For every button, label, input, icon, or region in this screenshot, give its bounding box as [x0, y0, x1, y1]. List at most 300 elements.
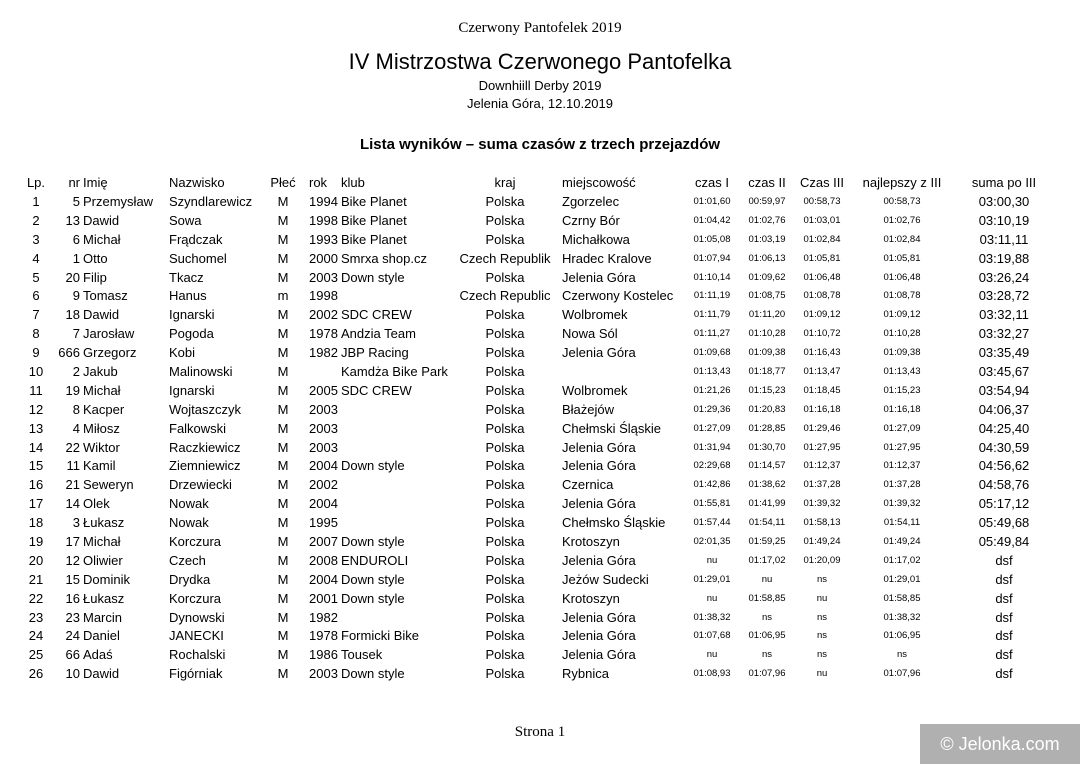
- cell-suma: 03:54,94: [978, 382, 1030, 398]
- cell-czas-3: nu: [816, 592, 828, 604]
- cell-czas-1: 01:38,32: [693, 611, 731, 623]
- cell-suma: 05:17,12: [978, 496, 1030, 512]
- cell-czas-1: nu: [706, 592, 718, 604]
- cell-czas-1: 01:55,81: [693, 498, 731, 510]
- cell-nr: 6: [72, 231, 80, 247]
- cell-plec: M: [277, 269, 289, 285]
- cell-suma: dsf: [995, 571, 1013, 587]
- cell-klub: Andzia Team: [341, 326, 416, 342]
- table-row: [22, 324, 1054, 343]
- cell-imie: Daniel: [83, 628, 120, 644]
- cell-lp: 9: [32, 345, 40, 361]
- cell-rok: 2003: [309, 420, 338, 436]
- cell-suma: 05:49,84: [978, 533, 1030, 549]
- cell-plec: M: [277, 647, 289, 663]
- cell-rok: 2001: [309, 590, 338, 606]
- cell-klub: Smrxa shop.cz: [341, 250, 427, 266]
- cell-rok: 2003: [309, 401, 338, 417]
- cell-czas-1: 01:29,36: [693, 403, 731, 415]
- cell-nr: 16: [65, 590, 80, 606]
- cell-suma: 03:32,11: [979, 307, 1029, 323]
- cell-imie: Seweryn: [83, 477, 134, 493]
- cell-czas-2: 01:09,62: [748, 271, 786, 283]
- cell-czas-2: 01:59,25: [748, 535, 786, 547]
- cell-kraj: Polska: [485, 401, 525, 417]
- cell-czas-2: 01:06,13: [748, 252, 786, 264]
- cell-nazwisko: Nowak: [169, 515, 209, 531]
- cell-nazwisko: Korczura: [169, 533, 222, 549]
- cell-klub: ENDUROLI: [341, 552, 409, 568]
- column-header-miejscowosc: miejscowość: [562, 175, 636, 190]
- cell-imie: Olek: [83, 496, 110, 512]
- cell-kraj: Polska: [485, 439, 525, 455]
- cell-nr: 4: [72, 420, 80, 436]
- cell-nr: 21: [65, 477, 80, 493]
- cell-plec: M: [277, 382, 289, 398]
- cell-czas-1: 01:04,42: [693, 214, 731, 226]
- cell-czas-1: 01:11,27: [693, 328, 731, 340]
- cell-najlepszy: 01:07,96: [883, 668, 921, 680]
- cell-nazwisko: Malinowski: [169, 363, 233, 379]
- cell-czas-1: 01:29,01: [693, 573, 731, 585]
- cell-imie: Grzegorz: [83, 345, 137, 361]
- cell-suma: 05:49,68: [978, 515, 1030, 531]
- cell-lp: 4: [32, 250, 40, 266]
- cell-miejscowosc: [554, 362, 684, 381]
- cell-czas-3: 01:37,28: [803, 479, 841, 491]
- cell-klub: [341, 475, 456, 494]
- cell-plec: M: [277, 345, 289, 361]
- cell-nr: 5: [72, 193, 80, 209]
- cell-czas-3: 01:20,09: [803, 554, 841, 566]
- cell-klub: Down style: [341, 666, 405, 682]
- table-row: [22, 343, 1054, 362]
- cell-najlepszy: 01:06,95: [883, 630, 921, 642]
- cell-czas-2: ns: [761, 611, 773, 623]
- cell-imie: Marcin: [83, 609, 123, 625]
- cell-plec: M: [277, 533, 289, 549]
- table-row: [22, 192, 1054, 211]
- cell-miejscowosc: Nowa Sól: [562, 326, 618, 342]
- cell-czas-3: 01:39,32: [803, 498, 841, 510]
- cell-kraj: Polska: [485, 552, 525, 568]
- cell-lp: 15: [28, 458, 44, 474]
- cell-kraj: Polska: [485, 609, 525, 625]
- cell-czas-2: 00:59,97: [748, 195, 786, 207]
- cell-czas-3: 01:18,45: [803, 384, 841, 396]
- cell-nazwisko: Ignarski: [169, 307, 215, 323]
- table-row: [22, 400, 1054, 419]
- column-header-klub: klub: [341, 175, 365, 190]
- cell-nazwisko: Wojtaszczyk: [169, 401, 241, 417]
- table-row: [22, 381, 1054, 400]
- cell-nazwisko: Szyndlarewicz: [169, 193, 253, 209]
- table-header-row: [22, 173, 1054, 192]
- cell-rok: 2008: [309, 552, 338, 568]
- cell-czas-1: 01:11,19: [693, 290, 731, 302]
- cell-czas-1: 01:42,86: [693, 479, 731, 491]
- cell-plec: M: [277, 193, 289, 209]
- cell-czas-2: 01:14,57: [748, 460, 786, 472]
- cell-suma: 03:00,30: [978, 193, 1030, 209]
- cell-nr: 24: [65, 628, 80, 644]
- cell-rok: 1998: [309, 288, 338, 304]
- cell-kraj: Polska: [485, 382, 525, 398]
- cell-nazwisko: Sowa: [169, 212, 202, 228]
- cell-lp: 7: [32, 307, 40, 323]
- cell-nr: 20: [65, 269, 80, 285]
- cell-czas-3: 01:02,84: [803, 233, 841, 245]
- cell-lp: 1: [32, 193, 40, 209]
- cell-rok: 1986: [309, 647, 338, 663]
- cell-czas-2: 01:15,23: [748, 384, 786, 396]
- cell-kraj: Polska: [485, 533, 525, 549]
- column-header-lp: Lp.: [26, 175, 46, 190]
- cell-najlepszy: 01:08,78: [883, 290, 921, 302]
- cell-czas-3: ns: [816, 611, 828, 623]
- cell-kraj: Polska: [485, 231, 525, 247]
- watermark: © Jelonka.com: [920, 724, 1080, 764]
- cell-czas-1: 01:10,14: [693, 271, 731, 283]
- cell-nr: 8: [72, 401, 80, 417]
- cell-suma: 03:19,88: [978, 250, 1030, 266]
- column-header-czas-3: Czas III: [799, 175, 845, 190]
- cell-miejscowosc: Jelenia Góra: [562, 647, 636, 663]
- cell-czas-2: 01:08,75: [748, 290, 786, 302]
- cell-czas-2: 01:54,11: [748, 517, 786, 529]
- cell-kraj: Polska: [485, 496, 525, 512]
- cell-czas-2: 01:03,19: [748, 233, 786, 245]
- document-header: Czerwony Pantofelek 2019: [458, 20, 622, 36]
- cell-nazwisko: Czech: [169, 552, 206, 568]
- cell-lp: 6: [32, 288, 40, 304]
- table-row: [22, 645, 1054, 664]
- results-table: [22, 173, 1054, 683]
- event-place-date: Jelenia Góra, 12.10.2019: [467, 96, 613, 111]
- cell-miejscowosc: Jelenia Góra: [562, 609, 636, 625]
- cell-nr: 19: [65, 382, 80, 398]
- cell-plec: M: [277, 458, 289, 474]
- cell-najlepszy: 01:09,38: [883, 347, 921, 359]
- column-header-kraj: kraj: [494, 175, 516, 190]
- cell-miejscowosc: Jelenia Góra: [562, 458, 636, 474]
- cell-plec: M: [277, 571, 289, 587]
- cell-najlepszy: 01:12,37: [883, 460, 921, 472]
- cell-rok: 1994: [309, 193, 338, 209]
- cell-kraj: Polska: [485, 212, 525, 228]
- cell-suma: 03:32,27: [978, 326, 1030, 342]
- cell-lp: 22: [28, 590, 44, 606]
- cell-najlepszy: 01:15,23: [883, 384, 921, 396]
- cell-miejscowosc: Chełmsko Śląskie: [562, 515, 666, 531]
- cell-miejscowosc: Jeżów Sudecki: [562, 571, 649, 587]
- cell-czas-1: 01:31,94: [693, 441, 731, 453]
- cell-rok: 1982: [309, 345, 338, 361]
- cell-miejscowosc: Rybnica: [562, 666, 609, 682]
- cell-rok: 2002: [309, 307, 338, 323]
- cell-suma: 04:06,37: [978, 401, 1030, 417]
- cell-rok: 1993: [309, 231, 338, 247]
- cell-suma: 04:30,59: [978, 439, 1030, 455]
- cell-kraj: Polska: [485, 515, 525, 531]
- cell-nr: 11: [66, 458, 80, 474]
- cell-lp: 8: [32, 326, 40, 342]
- cell-plec: M: [277, 628, 289, 644]
- column-header-czas-1: czas I: [695, 175, 729, 190]
- cell-najlepszy: 01:13,43: [883, 365, 921, 377]
- cell-nr: 9: [72, 288, 80, 304]
- cell-nr: 2: [72, 363, 80, 379]
- cell-najlepszy: 01:29,01: [883, 573, 921, 585]
- table-row: [22, 456, 1054, 475]
- cell-plec: M: [277, 401, 289, 417]
- cell-imie: Filip: [83, 269, 107, 285]
- cell-klub: Down style: [341, 269, 405, 285]
- table-row: [22, 268, 1054, 287]
- cell-plec: M: [277, 477, 289, 493]
- cell-kraj: Polska: [485, 345, 525, 361]
- cell-czas-2: 01:07,96: [748, 668, 786, 680]
- cell-plec: M: [277, 250, 289, 266]
- cell-rok: 1978: [309, 628, 338, 644]
- cell-miejscowosc: Jelenia Góra: [562, 439, 636, 455]
- cell-lp: 19: [28, 533, 44, 549]
- cell-imie: Michał: [83, 231, 121, 247]
- cell-nr: 3: [72, 515, 80, 531]
- cell-suma: 04:25,40: [978, 420, 1030, 436]
- cell-najlepszy: 01:10,28: [883, 328, 921, 340]
- cell-suma: 04:56,62: [978, 458, 1030, 474]
- cell-rok: 2004: [309, 458, 338, 474]
- cell-czas-1: nu: [706, 554, 718, 566]
- cell-miejscowosc: Jelenia Góra: [562, 628, 636, 644]
- cell-miejscowosc: Czrny Bór: [562, 212, 620, 228]
- cell-nr: 15: [65, 571, 80, 587]
- column-header-rok: rok: [309, 175, 328, 190]
- cell-kraj: Polska: [485, 628, 525, 644]
- cell-czas-2: 01:18,77: [748, 365, 786, 377]
- cell-nr: 13: [65, 212, 80, 228]
- cell-najlepszy: 01:39,32: [883, 498, 921, 510]
- cell-imie: Kamil: [83, 458, 116, 474]
- cell-czas-1: 01:08,93: [693, 668, 731, 680]
- cell-plec: M: [277, 326, 289, 342]
- column-header-nr: nr: [68, 175, 80, 190]
- cell-imie: Otto: [83, 250, 108, 266]
- cell-nazwisko: Ignarski: [169, 382, 215, 398]
- cell-czas-2: 01:06,95: [748, 630, 786, 642]
- cell-nr: 666: [58, 345, 80, 361]
- cell-imie: Jakub: [83, 363, 118, 379]
- cell-suma: 03:35,49: [978, 345, 1030, 361]
- table-row: [22, 664, 1054, 683]
- cell-suma: 03:28,72: [978, 288, 1030, 304]
- cell-klub: [341, 438, 456, 457]
- cell-imie: Oliwier: [83, 552, 123, 568]
- table-row: [22, 513, 1054, 532]
- cell-kraj: Polska: [485, 477, 525, 493]
- cell-plec: M: [277, 496, 289, 512]
- cell-klub: Bike Planet: [341, 212, 407, 228]
- cell-czas-3: 00:58,73: [803, 195, 841, 207]
- cell-miejscowosc: Wolbromek: [562, 382, 628, 398]
- cell-lp: 2: [32, 212, 40, 228]
- cell-klub: [341, 513, 456, 532]
- cell-klub: [341, 400, 456, 419]
- cell-suma: dsf: [995, 552, 1013, 568]
- cell-miejscowosc: Hradec Kralove: [562, 250, 652, 266]
- cell-czas-1: 02:29,68: [693, 460, 731, 472]
- cell-imie: Dawid: [83, 307, 120, 323]
- cell-rok: 2005: [309, 382, 338, 398]
- cell-czas-1: 01:07,68: [693, 630, 731, 642]
- cell-czas-3: 01:16,43: [803, 347, 841, 359]
- document-title: IV Mistrzostwa Czerwonego Pantofelka: [348, 49, 732, 74]
- table-row: [22, 626, 1054, 645]
- cell-czas-3: 01:06,48: [803, 271, 841, 283]
- cell-czas-3: 01:05,81: [803, 252, 841, 264]
- cell-suma: dsf: [995, 609, 1013, 625]
- cell-plec: M: [277, 590, 289, 606]
- table-row: [22, 589, 1054, 608]
- cell-imie: Jarosław: [83, 326, 135, 342]
- cell-czas-2: ns: [761, 649, 773, 661]
- cell-imie: Łukasz: [83, 590, 125, 606]
- results-body: [22, 192, 1054, 683]
- cell-klub: Bike Planet: [341, 231, 407, 247]
- cell-czas-2: 01:17,02: [748, 554, 786, 566]
- cell-miejscowosc: Jelenia Góra: [562, 345, 636, 361]
- cell-miejscowosc: Jelenia Góra: [562, 269, 636, 285]
- cell-czas-1: 01:05,08: [693, 233, 731, 245]
- cell-kraj: Czech Republic: [459, 288, 551, 304]
- cell-najlepszy: 01:58,85: [883, 592, 921, 604]
- cell-czas-3: 01:16,18: [803, 403, 841, 415]
- cell-klub: Down style: [341, 458, 405, 474]
- cell-miejscowosc: Chełmski Śląskie: [562, 420, 661, 436]
- cell-plec: M: [277, 231, 289, 247]
- cell-kraj: Polska: [485, 571, 525, 587]
- cell-suma: 04:58,76: [978, 477, 1030, 493]
- cell-nr: 22: [65, 439, 80, 455]
- cell-suma: 03:11,11: [979, 231, 1029, 247]
- table-row: [22, 438, 1054, 457]
- cell-imie: Tomasz: [83, 288, 128, 304]
- cell-suma: dsf: [995, 590, 1013, 606]
- cell-czas-2: 01:30,70: [748, 441, 786, 453]
- cell-rok: 2004: [309, 496, 338, 512]
- cell-czas-1: 01:11,79: [693, 309, 731, 321]
- cell-miejscowosc: Zgorzelec: [562, 193, 620, 209]
- cell-czas-3: 01:08,78: [803, 290, 841, 302]
- cell-czas-2: 01:58,85: [748, 592, 786, 604]
- cell-miejscowosc: Błażejów: [562, 401, 615, 417]
- cell-nazwisko: Raczkiewicz: [169, 439, 241, 455]
- cell-plec: m: [277, 288, 289, 304]
- cell-plec: M: [277, 307, 289, 323]
- cell-czas-3: 01:27,95: [803, 441, 841, 453]
- cell-nazwisko: Frądczak: [169, 231, 223, 247]
- cell-najlepszy: 01:09,12: [883, 309, 921, 321]
- cell-nazwisko: Nowak: [169, 496, 209, 512]
- cell-klub: Down style: [341, 533, 405, 549]
- column-header-nazwisko: Nazwisko: [169, 175, 225, 190]
- cell-najlepszy: 01:27,95: [883, 441, 921, 453]
- cell-imie: Dawid: [83, 666, 120, 682]
- cell-rok: 2004: [309, 571, 338, 587]
- cell-klub: [341, 419, 456, 438]
- cell-najlepszy: 01:05,81: [883, 252, 921, 264]
- cell-suma: dsf: [995, 666, 1013, 682]
- column-header-najlepszy: najlepszy z III: [862, 175, 942, 190]
- cell-kraj: Polska: [485, 590, 525, 606]
- cell-czas-1: 01:27,09: [693, 422, 731, 434]
- cell-lp: 18: [28, 515, 44, 531]
- cell-lp: 23: [28, 609, 44, 625]
- cell-czas-3: 01:03,01: [803, 214, 841, 226]
- cell-czas-3: 01:49,24: [803, 535, 841, 547]
- table-row: [22, 475, 1054, 494]
- cell-nr: 17: [65, 533, 80, 549]
- cell-klub: Formicki Bike: [341, 628, 420, 644]
- cell-czas-2: 01:02,76: [748, 214, 786, 226]
- cell-nr: 1: [72, 250, 80, 266]
- cell-czas-3: 01:10,72: [803, 328, 841, 340]
- cell-czas-3: ns: [816, 649, 828, 661]
- cell-kraj: Polska: [485, 647, 525, 663]
- cell-suma: dsf: [995, 628, 1013, 644]
- cell-czas-2: 01:28,85: [748, 422, 786, 434]
- cell-czas-1: 01:21,26: [693, 384, 731, 396]
- table-row: [22, 211, 1054, 230]
- cell-czas-2: 01:38,62: [748, 479, 786, 491]
- cell-czas-1: 01:13,43: [693, 365, 731, 377]
- cell-czas-1: 01:01,60: [693, 195, 731, 207]
- cell-imie: Michał: [83, 533, 121, 549]
- cell-czas-3: 01:29,46: [803, 422, 841, 434]
- cell-klub: [341, 286, 456, 305]
- cell-klub: Down style: [341, 590, 405, 606]
- column-header-imie: Imię: [83, 175, 108, 190]
- cell-lp: 14: [28, 439, 44, 455]
- cell-kraj: Polska: [485, 666, 525, 682]
- cell-rok: 1978: [309, 326, 338, 342]
- cell-najlepszy: 01:37,28: [883, 479, 921, 491]
- cell-plec: M: [277, 666, 289, 682]
- cell-suma: 03:45,67: [978, 363, 1030, 379]
- cell-klub: [341, 494, 456, 513]
- cell-nazwisko: Hanus: [169, 288, 207, 304]
- cell-lp: 24: [28, 628, 44, 644]
- cell-rok: 1998: [309, 212, 338, 228]
- cell-najlepszy: 01:16,18: [883, 403, 921, 415]
- table-row: [22, 532, 1054, 551]
- cell-imie: Wiktor: [83, 439, 120, 455]
- cell-nazwisko: Dynowski: [169, 609, 225, 625]
- cell-miejscowosc: Krotoszyn: [562, 590, 620, 606]
- cell-najlepszy: 00:58,73: [883, 195, 921, 207]
- column-header-plec: Płeć: [270, 175, 296, 190]
- cell-klub: Bike Planet: [341, 193, 407, 209]
- table-row: [22, 362, 1054, 381]
- cell-czas-3: ns: [816, 630, 828, 642]
- cell-czas-1: nu: [706, 649, 718, 661]
- cell-klub: JBP Racing: [341, 345, 409, 361]
- cell-lp: 11: [29, 382, 43, 398]
- table-row: [22, 305, 1054, 324]
- cell-nr: 10: [65, 666, 80, 682]
- cell-kraj: Polska: [485, 193, 525, 209]
